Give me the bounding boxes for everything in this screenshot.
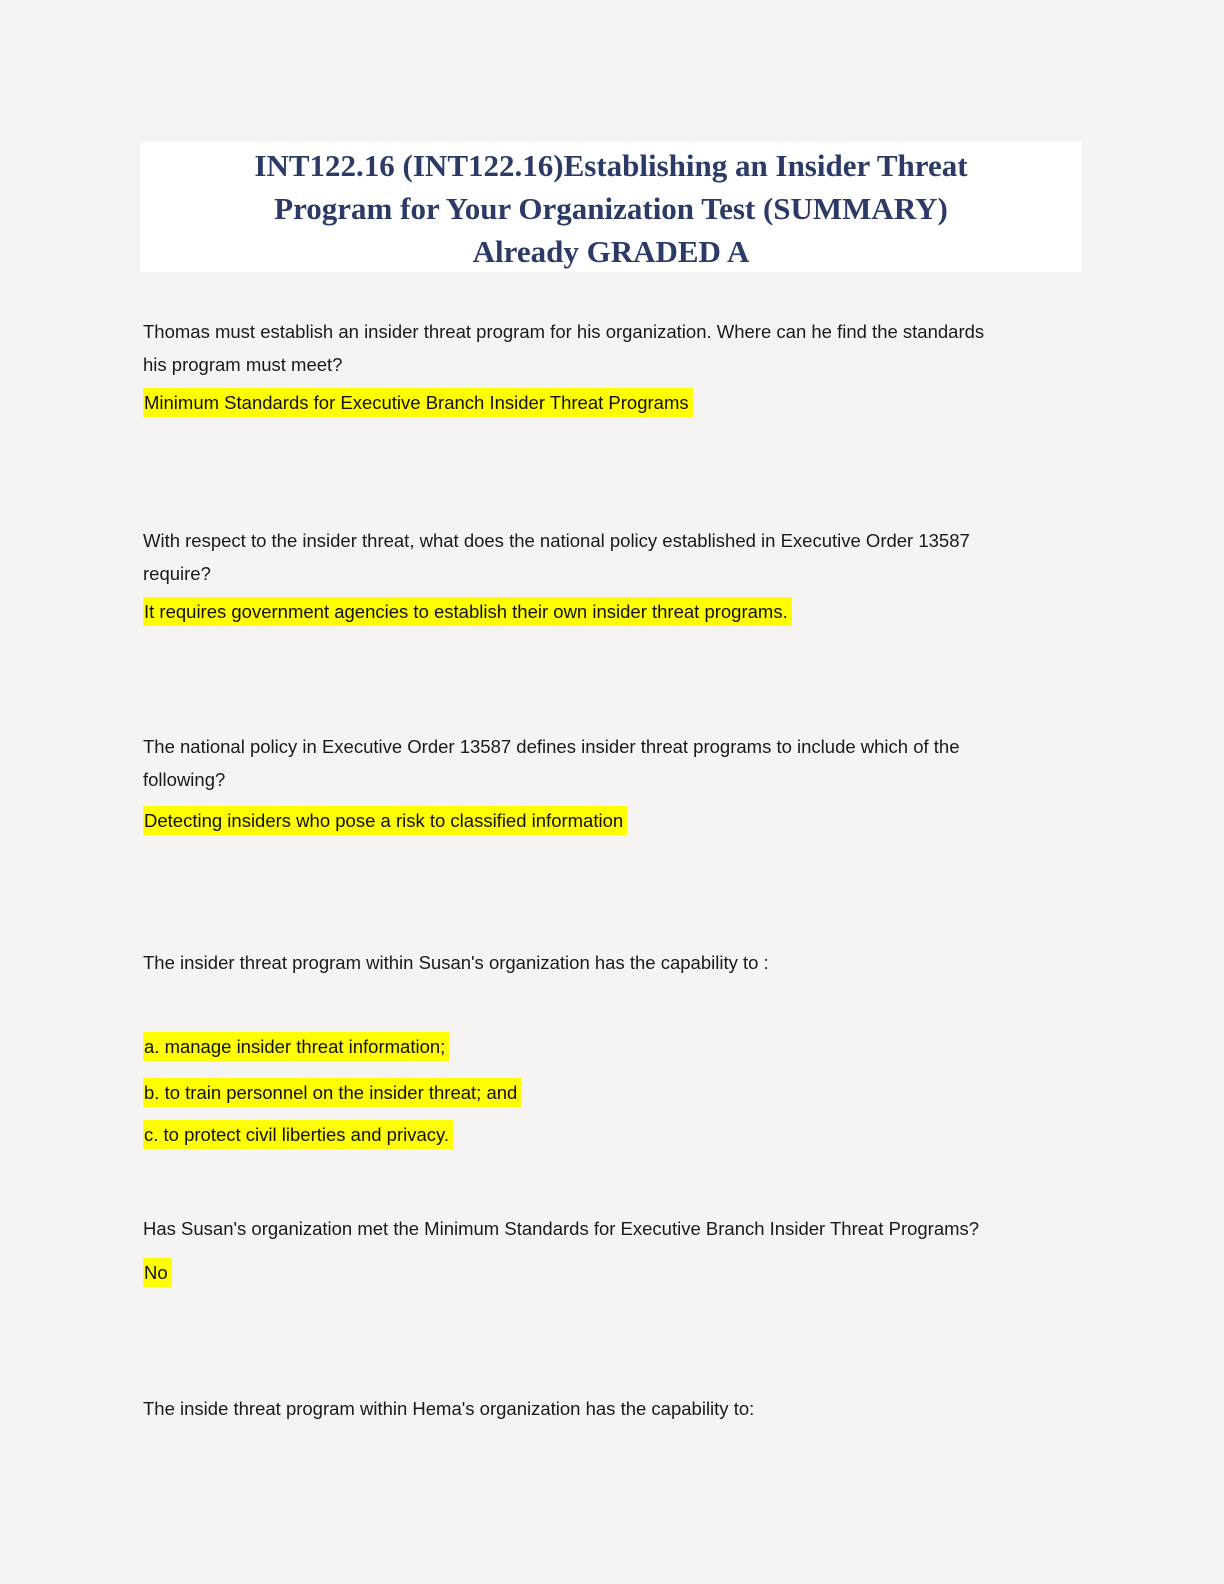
question-3-line-1: The national policy in Executive Order 13587 defines insider threat programs to include which of the [143, 736, 960, 757]
question-4-line-1: The insider threat program within Susan's organization has the capability to : [143, 952, 769, 973]
answer-4c-highlight: c. to protect civil liberties and privacy. [143, 1120, 453, 1149]
page-title-line-1: INT122.16 (INT122.16)Establishing an Insider Threat [254, 148, 968, 183]
question-2-line-1: With respect to the insider threat, what does the national policy established in Executive Order 13587 [143, 530, 970, 551]
question-5 [143, 1212, 1088, 1245]
answer-4b-highlight: b. to train personnel on the insider threat; and [143, 1078, 521, 1107]
title-box [140, 142, 1082, 272]
answer-4c [143, 1120, 1163, 1149]
question-3 [143, 730, 1088, 796]
page-title-line-3: Already GRADED A [472, 234, 750, 269]
page-title-line-2: Program for Your Organization Test (SUMMARY) [274, 191, 948, 226]
answer-3-highlight: Detecting insiders who pose a risk to classified information [143, 806, 627, 835]
question-3-line-2: following? [143, 769, 226, 790]
answer-3 [143, 806, 1163, 835]
question-2-line-2: require? [143, 563, 211, 584]
answer-5-highlight: No [143, 1258, 172, 1287]
answer-5 [143, 1258, 1163, 1287]
answer-4b [143, 1078, 1163, 1107]
question-6 [143, 1392, 1088, 1425]
question-5-line-1: Has Susan's organization met the Minimum Standards for Executive Branch Insider Threat Programs? [143, 1218, 980, 1239]
answer-2 [143, 597, 1163, 626]
question-6-line-1: The inside threat program within Hema's organization has the capability to: [143, 1398, 755, 1419]
question-2 [143, 524, 1088, 590]
question-1 [143, 315, 1088, 381]
answer-2-highlight: It requires government agencies to establish their own insider threat programs. [143, 597, 792, 626]
question-1-line-1: Thomas must establish an insider threat program for his organization. Where can he find the standards [143, 321, 985, 342]
answer-4a-highlight: a. manage insider threat information; [143, 1032, 449, 1061]
question-1-line-2: his program must meet? [143, 354, 343, 375]
question-4 [143, 946, 1088, 979]
answer-1-highlight: Minimum Standards for Executive Branch Insider Threat Programs [143, 388, 693, 417]
answer-1 [143, 388, 1163, 417]
answer-4a [143, 1032, 1163, 1061]
